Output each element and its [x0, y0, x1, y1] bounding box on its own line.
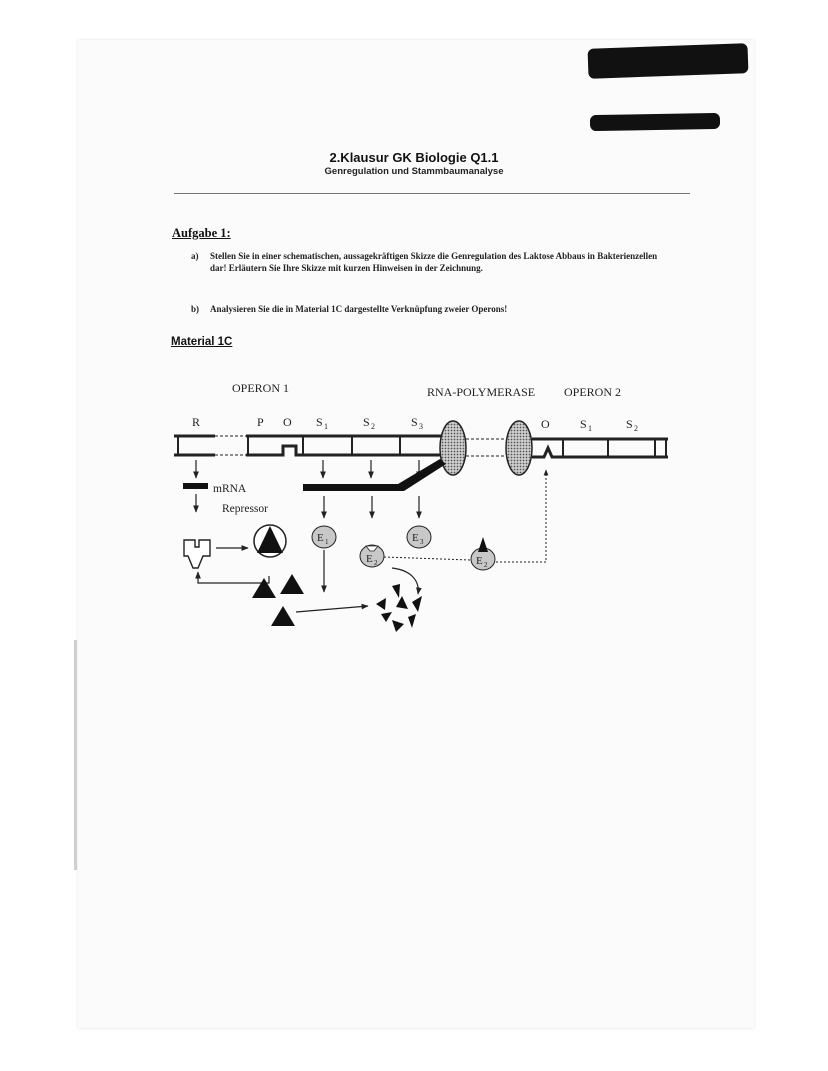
- inducer-triangle: [252, 578, 276, 598]
- fragment: [412, 596, 422, 612]
- operator-2-dashed-arrow: [496, 470, 546, 562]
- s2-subscript: 2: [371, 422, 375, 431]
- e2b-subscript: 2: [484, 561, 488, 569]
- enzyme-e1: [312, 526, 336, 548]
- s1b-letter: S: [580, 417, 587, 431]
- breakdown-arrow: [296, 606, 368, 612]
- label-mrna: mRNA: [213, 483, 247, 495]
- s2b-letter: S: [626, 417, 633, 431]
- label-promoter: P: [257, 415, 264, 429]
- e1-subscript: 1: [325, 538, 329, 546]
- mrna-repressor-bar: [183, 483, 208, 489]
- e3-letter: E: [412, 532, 419, 544]
- mrna-operon-1: [303, 459, 446, 491]
- s1-letter: S: [316, 415, 323, 429]
- material-heading: Material 1C: [171, 336, 233, 348]
- dna-operon-2: [532, 439, 668, 457]
- dna-spacer: [466, 439, 510, 456]
- fragment: [381, 612, 392, 622]
- inducer-molecules: [252, 574, 304, 626]
- label-s2-operon2: [626, 417, 638, 433]
- s2-letter: S: [363, 415, 370, 429]
- enzyme-e2-activated: [471, 537, 495, 570]
- transcription-arrows: [196, 460, 419, 478]
- task-heading: Aufgabe 1:: [172, 226, 231, 240]
- label-repressor: Repressor: [222, 503, 268, 515]
- label-s1-operon1: [316, 415, 328, 431]
- label-operon-1: OPERON 1: [232, 381, 290, 395]
- dna-operon-1: [174, 436, 446, 455]
- inducer-triangle: [280, 574, 304, 594]
- question-b-label: b): [191, 304, 200, 314]
- e2-letter: E: [366, 553, 373, 565]
- e1-letter: E: [317, 532, 324, 544]
- exam-subtitle: Genregulation und Stammbaumanalyse: [324, 166, 504, 177]
- fragment: [392, 584, 400, 598]
- fragment: [392, 620, 404, 632]
- label-s1-operon2: [580, 417, 592, 433]
- e2-subscript: 2: [374, 559, 378, 567]
- e2-link-dashed: [384, 557, 470, 560]
- exam-title: 2.Klausur GK Biologie Q1.1: [329, 150, 499, 165]
- s1b-subscript: 1: [588, 424, 592, 433]
- question-a-text: Stellen Sie in einer schematischen, aussagekräftigen Skizze die Genregulation des Laktose Abbaus in Bakterienzellen dar! Erläutern Sie Ihre Skizze mit kurzen Hinweisen in der Zeichnung.: [210, 251, 658, 273]
- label-operator-1: O: [283, 415, 292, 429]
- enzyme-e2: [360, 545, 384, 567]
- question-a-label: a): [191, 251, 199, 261]
- s1-subscript: 1: [324, 422, 328, 431]
- s3-subscript: 3: [419, 422, 423, 431]
- label-gene-r: R: [192, 415, 201, 429]
- rna-polymerase-2: [506, 421, 532, 475]
- inducer-triangle: [271, 606, 295, 626]
- repressor-inducer-complex: [254, 525, 286, 557]
- label-s2-operon1: [363, 415, 375, 431]
- label-operon-2: OPERON 2: [564, 385, 622, 399]
- breakdown-products: [376, 584, 422, 632]
- inducer-feedback-arrow: [198, 572, 269, 583]
- enzyme-e3: [407, 526, 431, 548]
- s2b-subscript: 2: [634, 424, 638, 433]
- fragment: [408, 614, 416, 628]
- e3-subscript: 3: [420, 538, 424, 546]
- repressor-protein: [184, 540, 210, 568]
- rna-polymerase-1: [440, 421, 466, 475]
- label-operator-2: O: [541, 417, 550, 431]
- fragment: [376, 598, 386, 610]
- fragment: [396, 596, 408, 609]
- label-rna-polymerase: RNA-POLYMERASE: [427, 385, 536, 399]
- label-s3-operon1: [411, 415, 423, 431]
- s3-letter: S: [411, 415, 418, 429]
- e2b-letter: E: [476, 555, 483, 567]
- question-b-text: Analysieren Sie die in Material 1C dargestellte Verknüpfung zweier Operons!: [210, 304, 508, 314]
